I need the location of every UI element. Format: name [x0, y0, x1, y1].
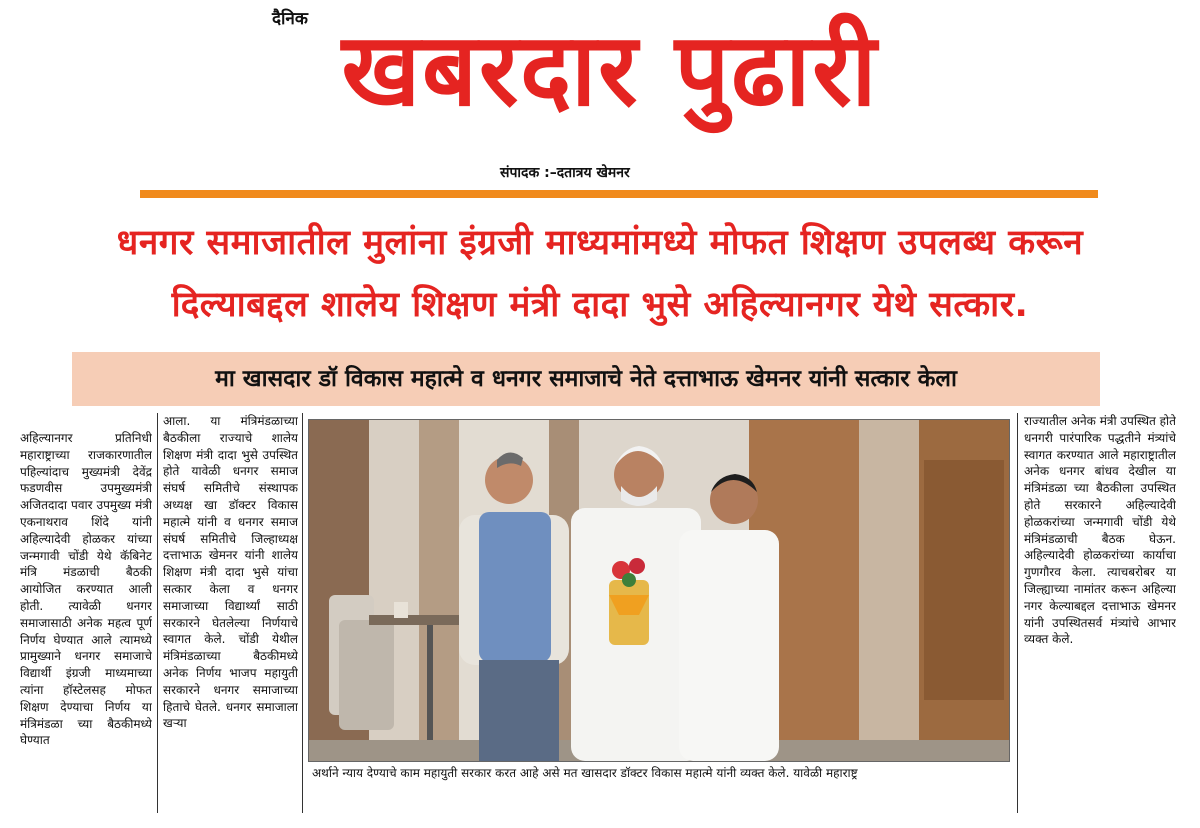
article-column-right: राज्यातील अनेक मंत्री उपस्थित होते धनगरी पारंपारिक पद्धतीने मंत्र्यांचे स्वागत करण्यात आले महाराष्ट्रातील अनेक धनगर बांधव देखील या मंत्रिमंडळा च्या बैठकीला उपस्थित होते सरकारने अहिल्यादेवी होळकरांच्या जन्मगावी चोंडी येथे मंत्रिमंडळाची बैठक घेऊन. अहिल्यादेवी होळकरांच्या कार्याचा गुणगौरव केला. त्याचबरोबर या जिल्ह्याच्या नामांतर करून अहिल्या नगर केल्याबद्दल दत्ताभाऊ खेमनर यांनी उपस्थितसर्व मंत्र्यांचे आभार व्यक्त केले.	[1024, 414, 1176, 647]
photo-caption: अर्थाने न्याय देण्याचे काम महायुती सरकार करत आहे असे मत खासदार डॉक्टर विकास महात्मे यांनी व्यक्त केले. यावेळी महाराष्ट्र	[312, 766, 858, 780]
editor-credit: संपादक :–दतात्रय खेमनर	[500, 165, 630, 181]
header-rule	[140, 190, 1098, 198]
subheadline-bar: मा खासदार डॉ विकास महात्मे व धनगर समाजाचे नेते दत्ताभाऊ खेमनर यांनी सत्कार केला	[72, 352, 1100, 406]
column-divider	[302, 413, 303, 813]
column-divider	[157, 413, 158, 813]
news-photo-illustration	[309, 420, 1009, 761]
masthead-title: खबरदार पुढारी	[341, 11, 879, 129]
headline-line-1: धनगर समाजातील मुलांना इंग्रजी माध्यमांमध्ये मोफत शिक्षण उपलब्ध करून	[116, 223, 1084, 263]
article-column-left: अहिल्यानगर प्रतिनिधी महाराष्ट्राच्या राजकारणातील पहिल्यांदाच मुख्यमंत्री देवेंद्र फडणवीस उपमुख्यमंत्री अजितदादा पवार उपमुख्य मंत्री एकनाथराव शिंदे यांनी अहिल्यादेवी होळकर यांच्या जन्मगावी चोंडी येथे कॅबिनेट मंत्रि मंडळाची बैठकी आयोजित करण्यात आली होती. त्यावेळी धनगर समाजासाठी अनेक महत्व पूर्ण निर्णय घेण्यात आले त्यामध्ये प्रामुख्याने धनगर समाजाचे विद्यार्थी इंग्रजी माध्यमाच्या त्यांना हॉस्टेलसह मोफत शिक्षण देण्याचा निर्णय या मंत्रिमंडळा च्या बैठकीमध्ये घेण्यात	[20, 431, 152, 748]
news-photo	[308, 419, 1010, 762]
masthead-daily-label: दैनिक	[272, 9, 308, 29]
headline-line-2: दिल्याबद्दल शालेय शिक्षण मंत्री दादा भुसे अहिल्यानगर येथे सत्कार.	[171, 285, 1029, 325]
column-divider	[1017, 413, 1018, 813]
article-column-middle: आला. या मंत्रिमंडळाच्या बैठकीला राज्याचे शालेय शिक्षण मंत्री दादा भुसे उपस्थित होते यावेळी धनगर समाज संघर्ष समितीचे संस्थापक अध्यक्ष खा डॉक्टर विकास महात्मे यांनी व धनगर समाज संघर्ष समितीचे जिल्हाध्यक्ष दत्ताभाऊ खेमनर यांनी शालेय शिक्षण मंत्री दादा भुसे यांचा सत्कार केला व धनगर समाजाच्या विद्यार्थ्यां साठी सरकारने घेतलेल्या निर्णयाचे स्वागत केले. चोंडी येथील मंत्रिमंडळाच्या बैठकीमध्ये अनेक निर्णय भाजप महायुती सरकारने धनगर समाजाच्या हिताचे घेतले. धनगर समाजाला खऱ्या	[163, 414, 298, 731]
